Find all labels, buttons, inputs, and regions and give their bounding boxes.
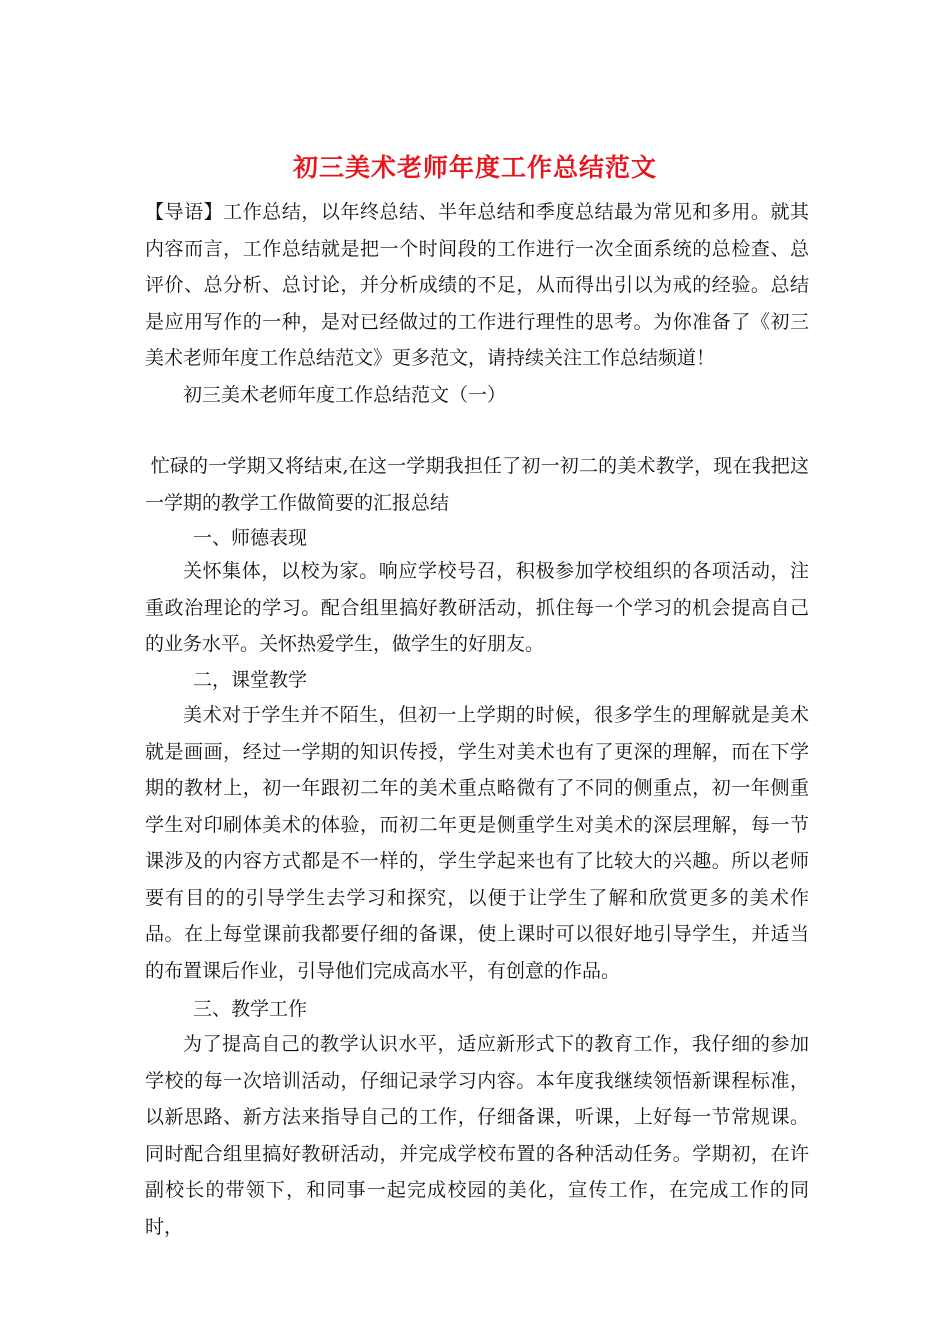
section-heading-1: 一、师德表现 [193,527,308,549]
document-title: 初三美术老师年度工作总结范文 [292,153,657,182]
opening-paragraph: 忙碌的一学期又将结束,在这一学期我担任了初一初二的美术教学，现在我把这一学期的教学工作做简要的汇报总结 [145,455,809,514]
section-paragraph-2: 美术对于学生并不陌生，但初一上学期的时候，很多学生的理解就是美术就是画画，经过一学期的知识传授，学生对美术也有了更深的理解，而在下学期的教材上，初一年跟初二年的美术重点略微有了不同的侧重点，初一年侧重学生对印刷体美术的体验，而初二年更是侧重学生对美术的深层理解，每一节课涉及的内容方式都是不一样的，学生学起来也有了比较大的兴趣。所以老师要有目的的引导学生去学习和探究，以便于让学生了解和欣赏更多的美术作品。在上每堂课前我都要仔细的备课，使上课时可以很好地引导学生，并适当的布置课后作业，引导他们完成高水平，有创意的作品。 [145,704,809,982]
intro-paragraph: 【导语】工作总结，以年终总结、半年总结和季度总结最为常见和多用。就其内容而言，工作总结就是把一个时间段的工作进行一次全面系统的总检查、总评价、总分析、总讨论，并分析成绩的不足，从而得出引以为戒的经验。总结是应用写作的一种，是对已经做过的工作进行理性的思考。为你准备了《初三美术老师年度工作总结范文》更多范文，请持续关注工作总结频道！ [145,201,809,369]
section-paragraph-3: 为了提高自己的教学认识水平，适应新形式下的教育工作，我仔细的参加学校的每一次培训活动，仔细记录学习内容。本年度我继续领悟新课程标准，以新思路、新方法来指导自己的工作，仔细备课，听课，上好每一节常规课。同时配合组里搞好教研活动，并完成学校布置的各种活动任务。学期初，在许副校长的带领下，和同事一起完成校园的美化，宣传工作，在完成工作的同时， [145,1033,809,1238]
subtitle: 初三美术老师年度工作总结范文（一） [183,384,507,406]
section-heading-3: 三、教学工作 [193,998,308,1020]
section-heading-2: 二，课堂教学 [193,669,308,691]
section-paragraph-1: 关怀集体，以校为家。响应学校号召，积极参加学校组织的各项活动，注重政治理论的学习。配合组里搞好教研活动，抓住每一个学习的机会提高自己的业务水平。关怀热爱学生，做学生的好朋友。 [145,560,809,655]
